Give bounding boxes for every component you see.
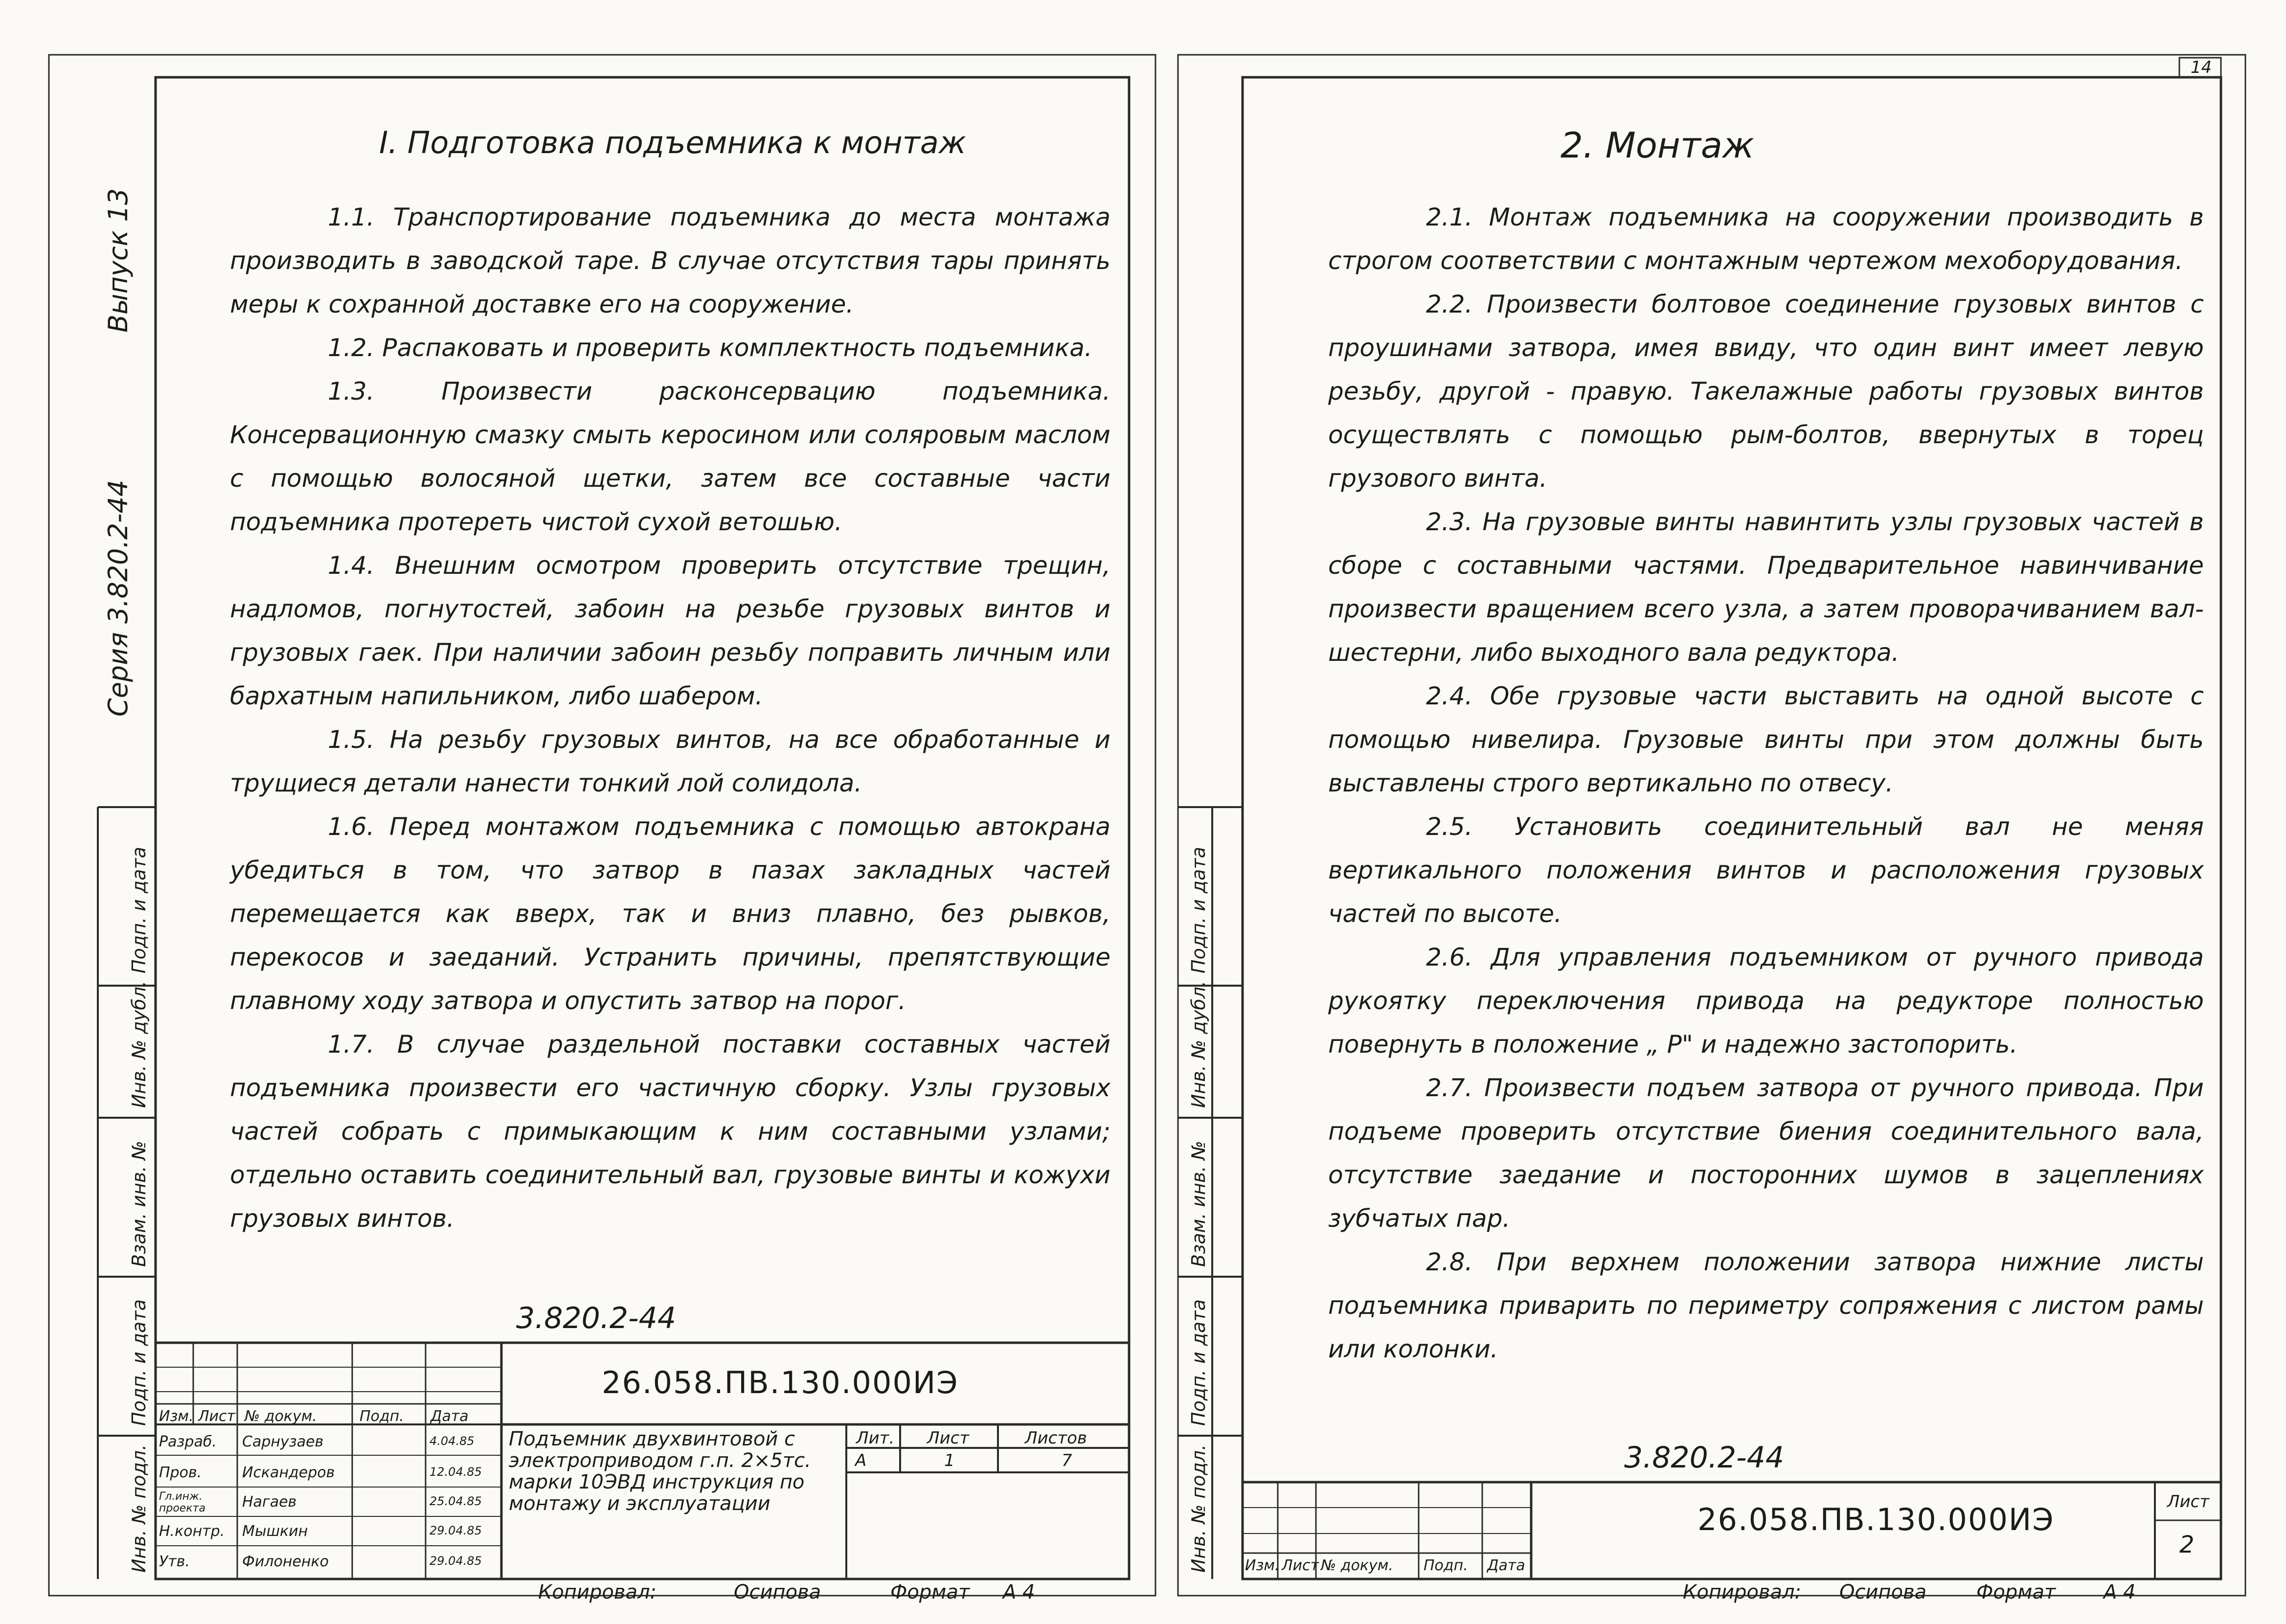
tb-date: 29.04.85 [430,1524,482,1537]
issue-label: Выпуск 13 [103,188,134,333]
corner-page-number: 14 [2191,58,2212,77]
tb-name: Сарнузаев [242,1433,324,1450]
paragraph: 2.1. Монтаж подъемника на сооружении производить в строгом соответствии с монтажным чертежом мехоборудования. [1328,203,2204,275]
tb-sheet-label: Лист [927,1428,970,1448]
side-field-orig-inv: Инв. № подл. [128,1444,150,1573]
tb-name: Искандеров [242,1464,335,1481]
section-title: 2. Монтаж [1561,125,1754,166]
copied-by-label: Копировал: [1683,1581,1802,1603]
tb-date: 4.04.85 [430,1434,475,1448]
tb-name: Нагаев [242,1493,297,1511]
side-field-dup-inv: Инв. № дубл. [128,981,150,1108]
section-body [1328,196,2204,1371]
tb-date: 12.04.85 [430,1465,482,1479]
tb-date: 25.04.85 [430,1494,482,1508]
tb-sheets-value: 7 [1062,1451,1072,1470]
side-field-repl-inv: Взам. инв. № [128,1140,150,1267]
paragraph: 2.8. При верхнем положении затвора нижние листы подъемника приварить по периметру сопряжения с листом рамы или колонки. [1328,1248,2204,1363]
paragraph: 1.4. Внешним осмотром проверить отсутствие трещин, надломов, погнутостей, забоин на резьбе грузовых винтов и грузовых гаек. При наличии забоин резьбу поправить личным или бархатным напильником, либо шабером. [230,551,1110,710]
series-label: Серия 3.820.2-44 [103,479,134,717]
format-label: Формат [890,1581,970,1603]
format-value: А 4 [1003,1581,1035,1603]
tb-sheet-value: 1 [944,1451,955,1470]
tb-lit-label: Лит. [856,1428,895,1448]
product-name: Подъемник двухвинтовой с электроприводом г.п. 2×5тс. марки 10ЭВД инструкция по монтажу и эксплуатации [509,1428,811,1515]
paragraph: 2.6. Для управления подъемником от ручного привода рукоятку переключения привода на редукторе полностью повернуть в положение „ Р" и надежно застопорить. [1328,943,2204,1059]
paragraph: 2.2. Произвести болтовое соединение грузовых винтов с проушинами затвора, имея ввиду, что один винт имеет левую резьбу, другой - правую. Такелажные работы грузовых винтов осуществлять с помощью рым-болтов, ввернутых в торец грузового винта. [1328,290,2204,493]
series-stamp: 3.820.2-44 [516,1301,677,1335]
tb-header-doc-no: № докум. [1321,1557,1393,1574]
side-field-orig-inv: Инв. № подл. [1188,1444,1209,1573]
tb-header-date: Дата [430,1408,469,1425]
side-field-sign-date-1: Подп. и дата [1188,847,1209,973]
tb-role: Гл.инж. проекта [159,1490,205,1514]
paragraph: 1.1. Транспортирование подъемника до места монтажа производить в заводской таре. В случае отсутствия тары принять меры к сохранной доставке его на сооружение. [230,203,1110,318]
series-stamp: 3.820.2-44 [1624,1441,1785,1475]
paragraph: 1.5. На резьбу грузовых винтов, на все обработанные и трущиеся детали нанести тонкий лой солидола. [230,725,1110,797]
tb-lit-value: А [855,1451,867,1470]
copied-by-label: Копировал: [538,1581,657,1603]
paragraph: 1.7. В случае раздельной поставки составных частей подъемника произвести его частичную сборку. Узлы грузовых частей собрать с примыкающим к ним составными узлами; отдельно оставить соединительный вал, грузовые винты и кожухи грузовых винтов. [230,1030,1110,1233]
tb-header-doc-no: № докум. [245,1408,317,1425]
tb-role: Пров. [159,1464,202,1481]
format-value: А 4 [2104,1581,2136,1603]
tb-header-sign: Подп. [360,1408,404,1425]
document-code: 26.058.ПВ.130.000ИЭ [1698,1502,2055,1537]
document-code: 26.058.ПВ.130.000ИЭ [602,1365,959,1400]
side-field-sign-date-2: Подп. и дата [1188,1299,1209,1426]
tb-header-change: Изм. [159,1408,194,1425]
side-field-repl-inv: Взам. инв. № [1188,1140,1209,1267]
copied-by-name: Осипова [1839,1581,1927,1603]
paragraph: 2.5. Установить соединительный вал не меняя вертикального положения винтов и расположения грузовых частей по высоте. [1328,812,2204,928]
paragraph: 1.3. Произвести расконсервацию подъемника. Консервационную смазку смыть керосином или соляровым маслом с помощью волосяной щетки, затем все составные части подъемника протереть чистой сухой ветошью. [230,377,1110,536]
copied-by-name: Осипова [734,1581,821,1603]
tb-header-sheet: Лист [198,1408,236,1425]
side-field-sign-date-1: Подп. и дата [128,847,150,973]
side-field-sign-date-2: Подп. и дата [128,1299,150,1426]
tb-role: Разраб. [159,1433,217,1450]
tb-date: 29.04.85 [430,1554,482,1568]
format-label: Формат [1976,1581,2056,1603]
section-title: I. Подготовка подъемника к монтаж [379,125,966,160]
paragraph: 2.3. На грузовые винты навинтить узлы грузовых частей в сборе с составными частями. Предварительное навинчивание произвести вращением всего узла, а затем проворачиванием вал-шестерни, либо выходного вала редуктора. [1328,508,2204,667]
tb-header-date: Дата [1487,1557,1525,1574]
tb-name: Мышкин [242,1523,308,1540]
tb-name: Филоненко [242,1553,329,1570]
tb-role: Н.контр. [159,1523,225,1540]
tb-header-change: Изм. [1245,1557,1280,1574]
paragraph: 1.2. Распаковать и проверить комплектность подъемника. [328,334,1092,362]
paragraph: 1.6. Перед монтажом подъемника с помощью автокрана убедиться в том, что затвор в пазах закладных частей перемещается как вверх, так и вниз плавно, без рывков, перекосов и заеданий. Устранить причины, препятствующие плавному ходу затвора и опустить затвор на порог. [230,812,1110,1015]
tb-header-sheet: Лист [1282,1557,1319,1574]
tb-sheet-label: Лист [2167,1492,2210,1511]
side-field-dup-inv: Инв. № дубл. [1188,981,1209,1108]
tb-sheets-label: Листов [1025,1428,1087,1448]
tb-role: Утв. [159,1553,190,1570]
paragraph: 2.4. Обе грузовые части выставить на одной высоте с помощью нивелира. Грузовые винты при этом должны быть выставлены строго вертикально по отвесу. [1328,682,2204,797]
section-body [230,196,1110,1241]
tb-sheet-value: 2 [2179,1531,2195,1558]
tb-header-sign: Подп. [1424,1557,1468,1574]
paragraph: 2.7. Произвести подъем затвора от ручного привода. При подъеме проверить отсутствие биения соединительного вала, отсутствие заедание и посторонних шумов в зацеплениях зубчатых пар. [1328,1074,2204,1233]
